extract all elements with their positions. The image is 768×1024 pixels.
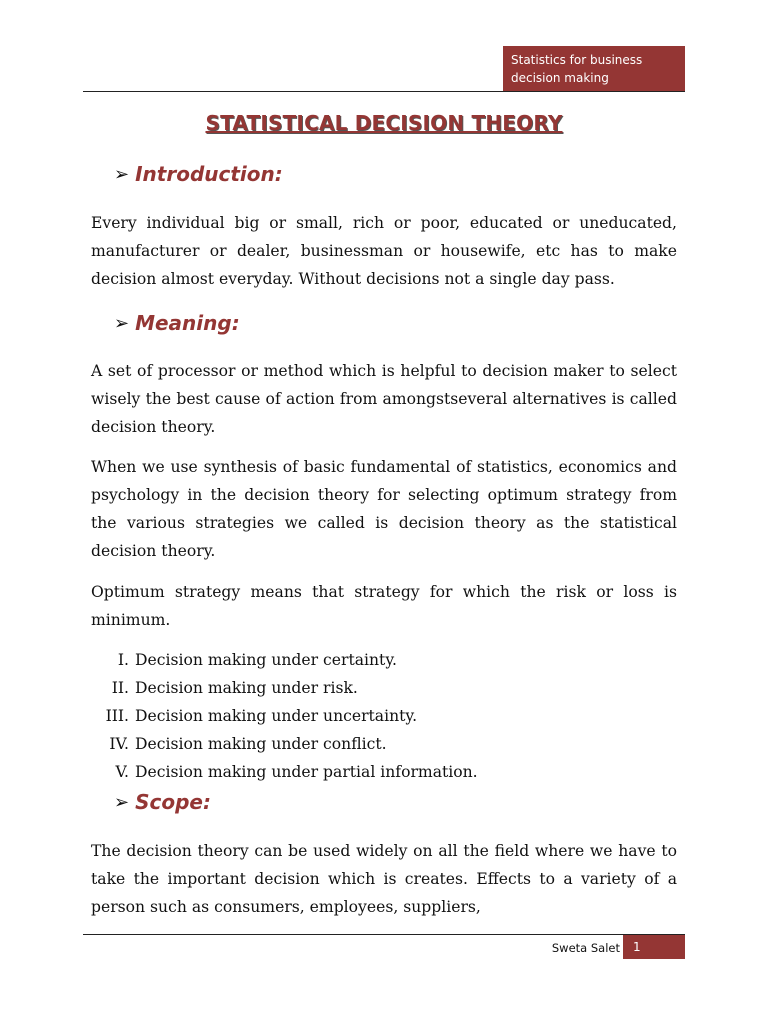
header-line-2: decision making — [511, 71, 609, 85]
meaning-paragraph-1: A set of processor or method which is helpful to decision maker to select wisely the best cause of action from amongstseveral alternatives is called decision theory. — [91, 362, 677, 436]
header-label — [503, 46, 685, 91]
list-item: III. Decision making under uncertainty. — [105, 707, 418, 725]
page-number: 1 — [625, 935, 685, 959]
introduction-heading — [114, 162, 283, 186]
arrow-bullet-icon: ➢ — [114, 163, 130, 185]
page-title: STATISTICAL DECISION THEORY — [205, 111, 563, 135]
scope-heading — [114, 790, 211, 814]
arrow-bullet-icon: ➢ — [114, 312, 130, 334]
meaning-paragraph-2: When we use synthesis of basic fundamental of statistics, economics and psychology in the decision theory for selecting optimum strategy from the various strategies we called is decision theory as the statistical decision theory. — [91, 458, 677, 560]
meaning-heading — [114, 311, 240, 335]
decision-types-list — [91, 646, 677, 786]
list-item: IV. Decision making under conflict. — [109, 735, 387, 753]
introduction-heading-text: Introduction: — [135, 162, 283, 186]
list-item: I. Decision making under certainty. — [117, 651, 398, 669]
scope-paragraph: The decision theory can be used widely on all the field where we have to take the important decision which is creates. Effects to a variety of a person such as consumers, employees, suppliers, — [91, 842, 677, 916]
arrow-bullet-icon: ➢ — [114, 791, 130, 813]
list-item: II. Decision making under risk. — [111, 679, 358, 697]
list-item: V. Decision making under partial information. — [115, 763, 478, 781]
scope-heading-text: Scope: — [135, 790, 211, 814]
header-rule — [83, 91, 685, 92]
footer-author: Sweta Salet — [551, 941, 620, 955]
header-line-1: Statistics for business — [511, 53, 643, 67]
footer-rule — [83, 934, 685, 935]
introduction-paragraph: Every individual big or small, rich or poor, educated or uneducated, manufacturer or dealer, businessman or housewife, etc has to make decision almost everyday. Without decisions not a single day pass. — [91, 214, 677, 288]
meaning-paragraph-3: Optimum strategy means that strategy for which the risk or loss is minimum. — [91, 583, 677, 629]
meaning-heading-text: Meaning: — [135, 311, 240, 335]
